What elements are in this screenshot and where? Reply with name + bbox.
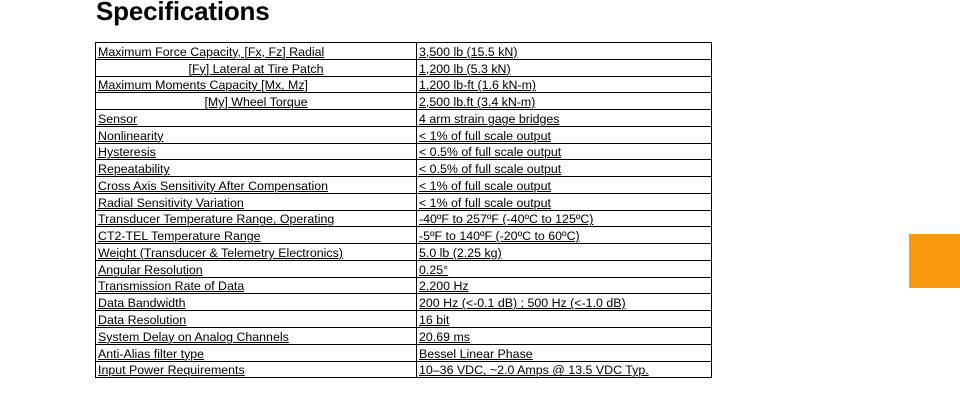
table-row bbox=[96, 177, 712, 194]
table-row bbox=[96, 328, 712, 345]
table-row bbox=[96, 93, 712, 110]
spec-parameter-cell: Maximum Moments Capacity [Mx, Mz] bbox=[96, 76, 417, 93]
spec-value-cell: 0.25° bbox=[417, 260, 712, 277]
spec-parameter-cell: Data Resolution bbox=[96, 311, 417, 328]
spec-value-cell: 4 arm strain gage bridges bbox=[417, 110, 712, 127]
spec-value-cell: < 0.5% of full scale output bbox=[417, 143, 712, 160]
spec-parameter-cell: Sensor bbox=[96, 110, 417, 127]
spec-parameter-cell: Hysteresis bbox=[96, 143, 417, 160]
specifications-table-body bbox=[96, 43, 712, 378]
table-row bbox=[96, 361, 712, 378]
spec-parameter-cell: [My] Wheel Torque bbox=[96, 93, 417, 110]
specifications-table bbox=[95, 42, 712, 378]
spec-parameter-cell: CT2-TEL Temperature Range bbox=[96, 227, 417, 244]
spec-parameter-cell: [Fy] Lateral at Tire Patch bbox=[96, 59, 417, 76]
table-row bbox=[96, 277, 712, 294]
spec-value-cell: Bessel Linear Phase bbox=[417, 344, 712, 361]
spec-parameter-cell: System Delay on Analog Channels bbox=[96, 328, 417, 345]
spec-value-cell: < 1% of full scale output bbox=[417, 177, 712, 194]
spec-parameter-cell: Anti-Alias filter type bbox=[96, 344, 417, 361]
spec-parameter-cell: Repeatability bbox=[96, 160, 417, 177]
table-row bbox=[96, 344, 712, 361]
spec-parameter-cell: Transducer Temperature Range, Operating bbox=[96, 210, 417, 227]
page-title: Specifications bbox=[96, 0, 270, 26]
spec-value-cell: 1,200 lb-ft (1.6 kN-m) bbox=[417, 76, 712, 93]
spec-value-cell: 16 bit bbox=[417, 311, 712, 328]
table-row bbox=[96, 143, 712, 160]
spec-value-cell: 200 Hz (<-0.1 dB) ; 500 Hz (<-1.0 dB) bbox=[417, 294, 712, 311]
spec-value-cell: 2,200 Hz bbox=[417, 277, 712, 294]
spec-value-cell: < 1% of full scale output bbox=[417, 126, 712, 143]
spec-parameter-cell: Angular Resolution bbox=[96, 260, 417, 277]
spec-value-cell: 10–36 VDC, ~2.0 Amps @ 13.5 VDC Typ. bbox=[417, 361, 712, 378]
table-row bbox=[96, 59, 712, 76]
table-row bbox=[96, 244, 712, 261]
spec-value-cell: -5ºF to 140ºF (-20ºC to 60ºC) bbox=[417, 227, 712, 244]
table-row bbox=[96, 160, 712, 177]
spec-value-cell: -40ºF to 257ºF (-40ºC to 125ºC) bbox=[417, 210, 712, 227]
table-row bbox=[96, 294, 712, 311]
table-row bbox=[96, 76, 712, 93]
orange-accent-block bbox=[909, 234, 960, 288]
table-row bbox=[96, 210, 712, 227]
table-row bbox=[96, 193, 712, 210]
spec-value-cell: 5.0 lb (2.25 kg) bbox=[417, 244, 712, 261]
table-row bbox=[96, 311, 712, 328]
spec-value-cell: < 0.5% of full scale output bbox=[417, 160, 712, 177]
table-row bbox=[96, 260, 712, 277]
spec-parameter-cell: Transmission Rate of Data bbox=[96, 277, 417, 294]
spec-value-cell: 20.69 ms bbox=[417, 328, 712, 345]
table-row bbox=[96, 43, 712, 60]
table-row bbox=[96, 126, 712, 143]
spec-parameter-cell: Weight (Transducer & Telemetry Electronics) bbox=[96, 244, 417, 261]
table-row bbox=[96, 110, 712, 127]
spec-parameter-cell: Data Bandwidth bbox=[96, 294, 417, 311]
spec-parameter-cell: Input Power Requirements bbox=[96, 361, 417, 378]
spec-parameter-cell: Nonlinearity bbox=[96, 126, 417, 143]
spec-parameter-cell: Maximum Force Capacity, [Fx, Fz] Radial bbox=[96, 43, 417, 60]
table-row bbox=[96, 227, 712, 244]
spec-value-cell: 1,200 lb (5.3 kN) bbox=[417, 59, 712, 76]
spec-value-cell: < 1% of full scale output bbox=[417, 193, 712, 210]
spec-parameter-cell: Radial Sensitivity Variation bbox=[96, 193, 417, 210]
spec-parameter-cell: Cross Axis Sensitivity After Compensation bbox=[96, 177, 417, 194]
spec-value-cell: 2,500 lb.ft (3.4 kN-m) bbox=[417, 93, 712, 110]
spec-value-cell: 3,500 lb (15.5 kN) bbox=[417, 43, 712, 60]
